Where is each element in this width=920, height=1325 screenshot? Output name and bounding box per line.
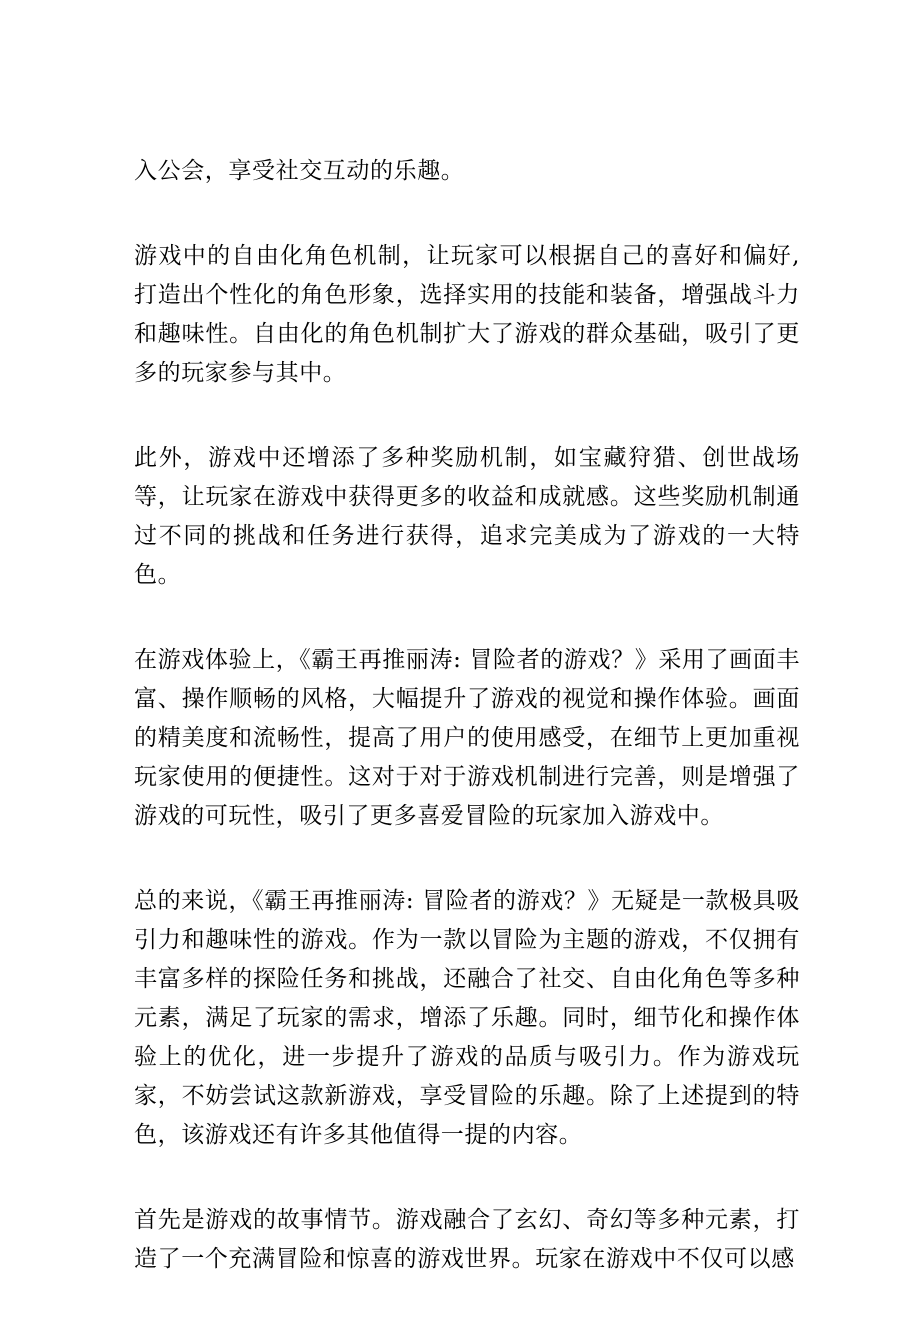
paragraph-5: 总的来说，《霸王再推丽涛: 冒险者的游戏？》无疑是一款极具吸引力和趣味性的游戏。作为一款以冒险为主题的游戏，不仅拥有丰富多样的探险任务和挑战，还融合了社交、自由化角色等多种元素，满足了玩家的需求，增添了乐趣。同时，细节化和操作体验上的优化，进一步提升了游戏的品质与吸引力。作为游戏玩家，不妨尝试这款新游戏，享受冒险的乐趣。除了上述提到的特色，该游戏还有许多其他值得一提的内容。 (134, 888, 800, 1148)
paragraph-2: 游戏中的自由化角色机制，让玩家可以根据自己的喜好和偏好,打造出个性化的角色形象，选择实用的技能和装备，增强战斗力和趣味性。自由化的角色机制扩大了游戏的群众基础，吸引了更多的玩家参与其中。 (134, 243, 800, 386)
paragraph-4: 在游戏体验上，《霸王再推丽涛: 冒险者的游戏？》采用了画面丰富、操作顺畅的风格，大幅提升了游戏的视觉和操作体验。画面的精美度和流畅性，提高了用户的使用感受，在细节上更加重视玩家使用的便捷性。这对于对于游戏机制进行完善，则是增强了游戏的可玩性，吸引了更多喜爱冒险的玩家加入游戏中。 (134, 647, 800, 829)
paragraph-1: 入公会，享受社交互动的乐趣。 (134, 158, 465, 184)
paragraph-6: 首先是游戏的故事情节。游戏融合了玄幻、奇幻等多种元素，打造了一个充满冒险和惊喜的游戏世界。玩家在游戏中不仅可以感 (134, 1207, 800, 1272)
paragraph-3: 此外，游戏中还增添了多种奖励机制，如宝藏狩猎、创世战场等，让玩家在游戏中获得更多的收益和成就感。这些奖励机制通过不同的挑战和任务进行获得，追求完美成为了游戏的一大特色。 (134, 445, 800, 588)
document-body (134, 152, 800, 1325)
